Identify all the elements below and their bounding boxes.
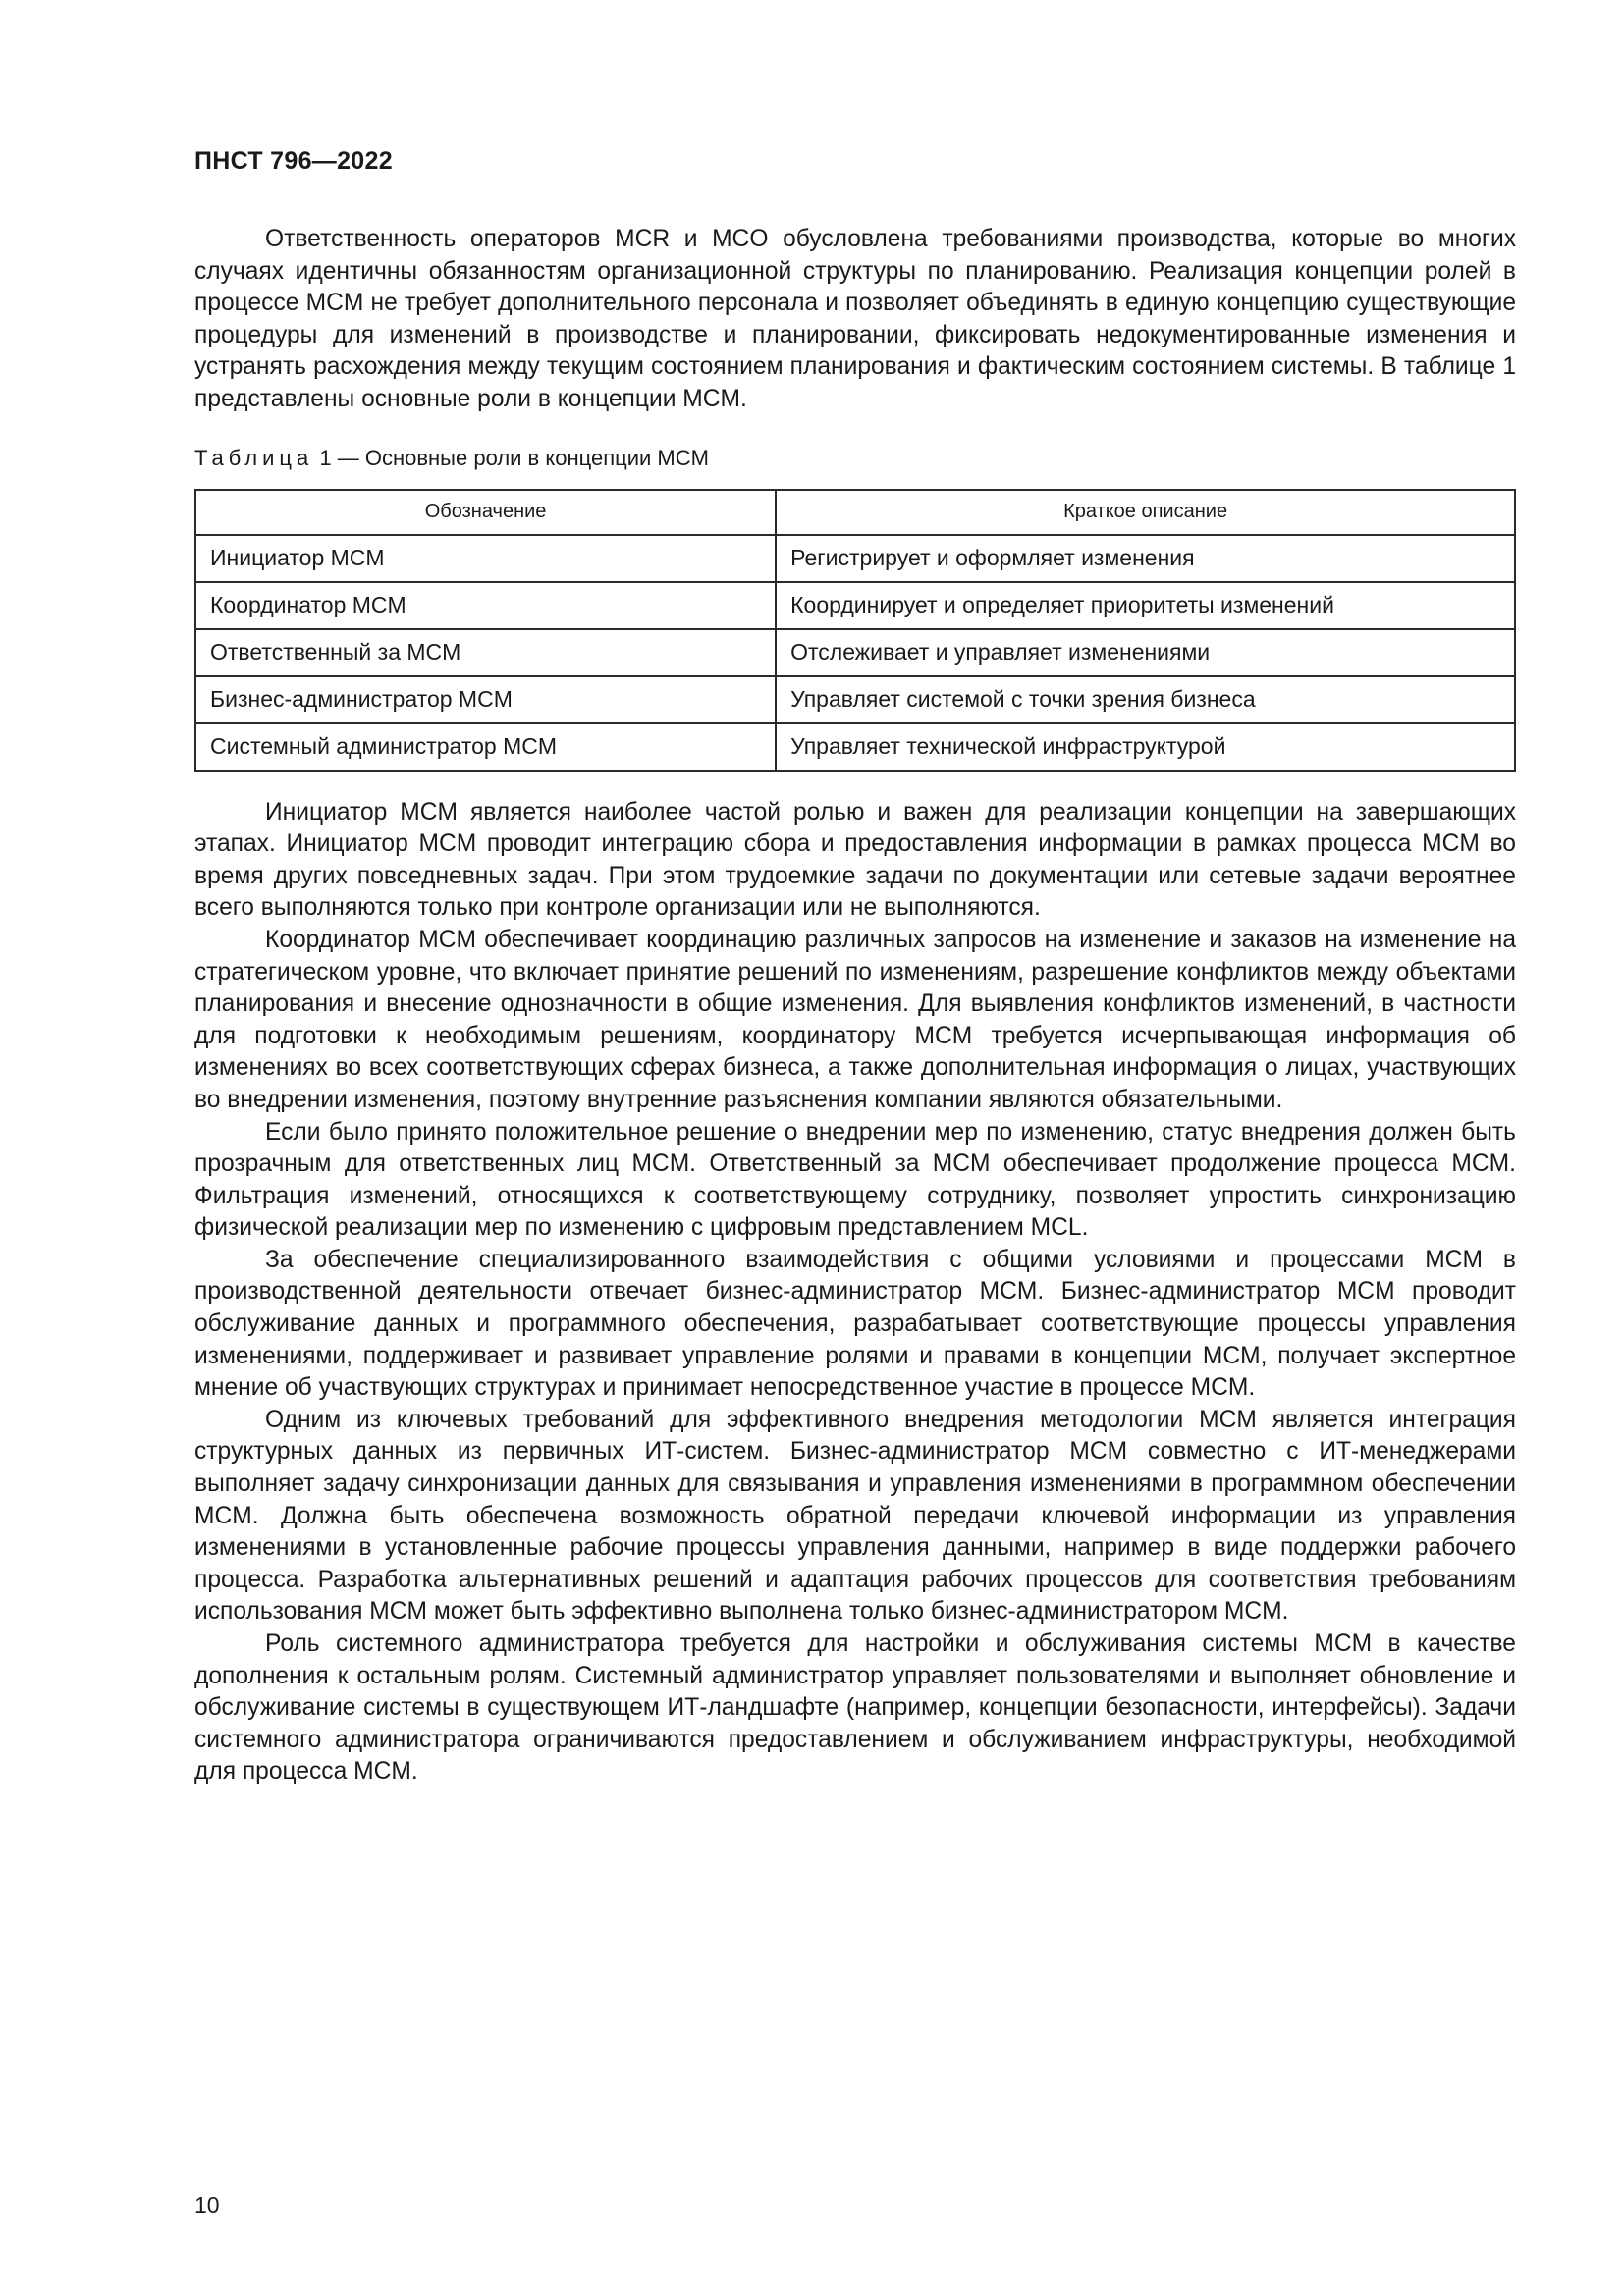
column-header-description: Краткое описание (776, 490, 1515, 535)
role-name-cell: Бизнес-администратор MCM (195, 676, 776, 723)
table-caption-label: Таблица (194, 445, 314, 470)
body-paragraph-business-admin: За обеспечение специализированного взаимодействия с общими условиями и процессами MCM в производственной деятельности отвечает бизнес-администратор MCM. Бизнес-администратор MCM проводит обслуживание данных и программного обеспечения, разрабатывает соответствующие процессы управления изменениями, поддерживает и развивает управление ролями и правами в концепции MCM, получает экспертное мнение об участвующих структурах и принимает непосредственное участие в процессе MCM. (194, 1246, 1516, 1402)
table-row (195, 723, 1515, 771)
table-header-row (195, 490, 1515, 535)
intro-paragraph: Ответственность операторов MCR и MCO обусловлена требованиями производства, которые во многих случаях идентичны обязанностям организационной структуры по планированию. Реализация концепции ролей в процессе MCM не требует дополнительного персонала и позволяет объединять в единую концепцию существующие процедуры для изменений в производстве и планировании, фиксировать недокументированные изменения и устранять расхождения между текущим состоянием планирования и фактическим состоянием системы. В таблице 1 представлены основные роли в концепции MCM. (194, 226, 1516, 412)
role-name-cell: Ответственный за MCM (195, 629, 776, 676)
role-description-cell: Управляет технической инфраструктурой (776, 723, 1515, 771)
table-row (195, 629, 1515, 676)
role-description-cell: Управляет системой с точки зрения бизнеса (776, 676, 1515, 723)
page-number: 10 (194, 2192, 220, 2217)
role-description-cell: Координирует и определяет приоритеты изменений (776, 582, 1515, 629)
role-name-cell: Системный администратор MCM (195, 723, 776, 771)
document-body (194, 224, 1516, 1789)
table-row (195, 676, 1515, 723)
table-caption-text: 1 — Основные роли в концепции MCM (313, 445, 709, 470)
role-description-cell: Регистрирует и оформляет изменения (776, 535, 1515, 582)
column-header-designation: Обозначение (195, 490, 776, 535)
body-paragraph-coordinator: Координатор MCM обеспечивает координацию различных запросов на изменение и заказов на изменение на стратегическом уровне, что включает принятие решений по изменениям, разрешение конфликтов между объектами планирования и внесение однозначности в общие изменения. Для выявления конфликтов изменений, в частности для подготовки к необходимым решениям, координатору MCM требуется исчерпывающая информация об изменениях во всех соответствующих сферах бизнеса, а также дополнительная информация о лицах, участвующих во внедрении изменения, поэтому внутренние разъяснения компании являются обязательными. (194, 926, 1516, 1113)
roles-table (194, 489, 1516, 772)
body-paragraph-initiator: Инициатор MCM является наиболее частой ролью и важен для реализации концепции на завершающих этапах. Инициатор MCM проводит интеграцию сбора и предоставления информации в рамках процесса MCM во время других повседневных задач. При этом трудоемкие задачи по документации или сетевые задачи вероятнее всего выполняются только при контроле организации или не выполняются. (194, 798, 1516, 922)
table-row (195, 582, 1515, 629)
role-name-cell: Координатор MCM (195, 582, 776, 629)
body-paragraph-system-admin: Роль системного администратора требуется для настройки и обслуживания системы MCM в качестве дополнения к остальным ролям. Системный администратор управляет пользователями и выполняет обновление и обслуживание системы в существующем ИТ-ландшафте (например, концепции безопасности, интерфейсы). Задачи системного администратора ограничиваются предоставлением и обслуживанием инфраструктуры, необходимой для процесса MCM. (194, 1630, 1516, 1786)
table-caption (194, 446, 1516, 471)
table-row (195, 535, 1515, 582)
document-id-header: ПНСТ 796—2022 (194, 147, 393, 175)
body-paragraph-integration: Одним из ключевых требований для эффективного внедрения методологии MCM является интеграция структурных данных из первичных ИТ-систем. Бизнес-администратор MCM совместно с ИТ-менеджерами выполняет задачу синхронизации данных для связывания и управления изменениями в программном обеспечении MCM. Должна быть обеспечена возможность обратной передачи ключевой информации из управления изменениями в установленные рабочие процессы управления данными, например в виде поддержки рабочего процесса. Разработка альтернативных решений и адаптация рабочих процессов для соответствия требованиям использования MCM может быть эффективно выполнена только бизнес-администратором MCM. (194, 1406, 1516, 1626)
body-paragraph-responsible: Если было принято положительное решение о внедрении мер по изменению, статус внедрения должен быть прозрачным для ответственных лиц MCM. Ответственный за MCM обеспечивает продолжение процесса MCM. Фильтрация изменений, относящихся к соответствующему сотруднику, позволяет упростить синхронизацию физической реализации мер по изменению с цифровым представлением MCL. (194, 1118, 1516, 1242)
role-description-cell: Отслеживает и управляет изменениями (776, 629, 1515, 676)
role-name-cell: Инициатор MCM (195, 535, 776, 582)
